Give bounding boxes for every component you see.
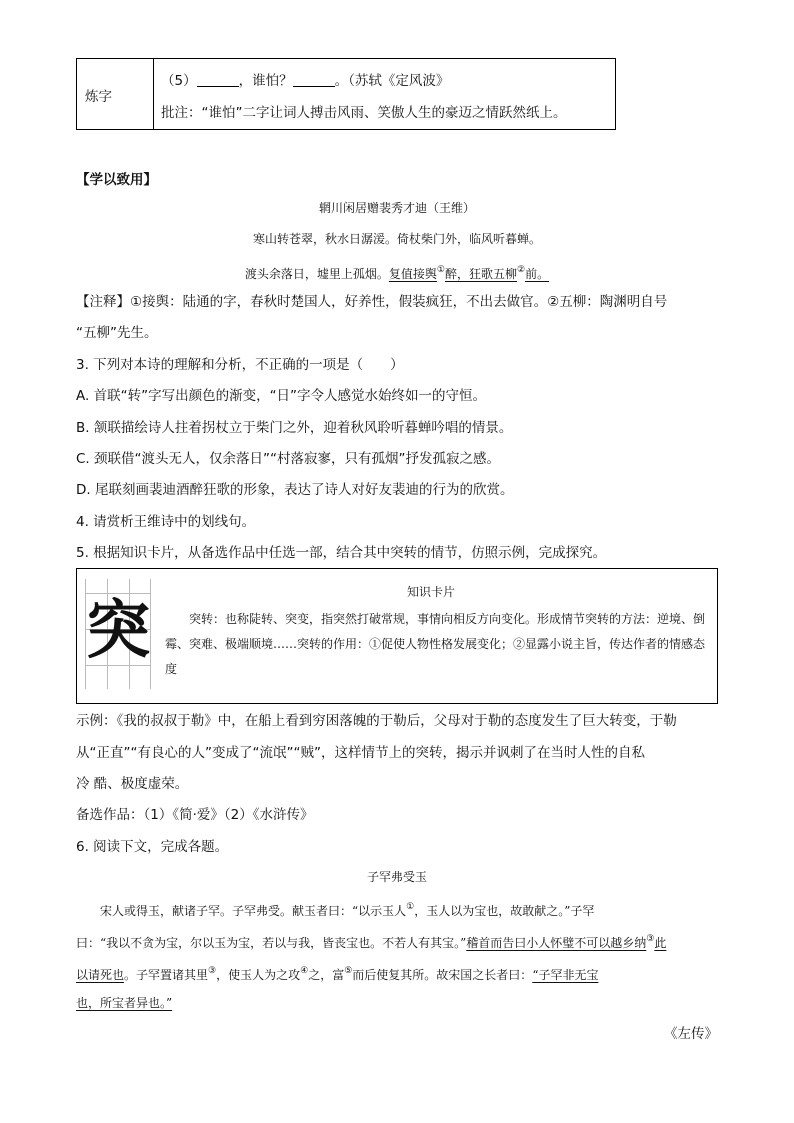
question-6: 6. 阅读下文，完成各题。 [76, 839, 229, 855]
underlined-line-b: 醉，狂歌五柳 [445, 267, 518, 281]
prose-source: 《左传》 [664, 1026, 718, 1042]
prose-line-2 [76, 930, 666, 952]
question-4: 4. 请赏析王维诗中的划线句。 [76, 514, 256, 530]
prose-l3-b: ，使玉人为之攻 [216, 968, 301, 982]
row1-mid: ，谁怕？ [238, 73, 293, 89]
example-line-1: 示例：《我的叔叔于勒》中，在船上看到穷困落魄的于勒后，父母对于勒的态度发生了巨大转变，于勒 [76, 713, 677, 729]
prose-l4-underlined: 也，所宝者异也。” [76, 996, 173, 1010]
poem-line-2 [0, 261, 794, 283]
fill-blank-row [161, 69, 449, 89]
example-line-2: 从“正直”“有良心的人”变成了“流氓”“贼”，这样情节上的突转，揭示并讽刺了在当时人性的自私 [76, 745, 645, 761]
prose-l1-a: 宋人或得玉，献诸子罕。子罕弗受。献玉者曰：“以示玉人 [100, 904, 407, 918]
table-label: 炼字 [85, 89, 112, 105]
annotation-table [76, 58, 616, 130]
knowledge-card [76, 568, 718, 704]
poem-title: 辋川闲居赠裴秀才迪（王维） [318, 201, 475, 215]
card-character: 突 [86, 593, 150, 668]
poem-line-2-plain: 渡头余落日，墟里上孤烟。 [244, 267, 389, 281]
poem-line-1: 寒山转苍翠，秋水日潺湲。倚杖柴门外，临风听暮蝉。 [252, 232, 541, 246]
prose-line-1 [100, 898, 594, 920]
prose-note-2: ③ [646, 934, 655, 944]
prose-title: 子罕弗受玉 [366, 870, 427, 884]
character-grid [85, 579, 151, 689]
question-3-option-d[interactable]: D. 尾联刻画裴迪酒醉狂歌的形象，表达了诗人对好友裴迪的行为的欣赏。 [76, 482, 514, 498]
annotation-row: 批注：“谁怕”二字让词人搏击风雨、笑傲人生的豪迈之情跃然纸上。 [161, 105, 567, 121]
notes-line-2: “五柳”先生。 [76, 325, 158, 341]
card-title: 知识卡片 [407, 585, 456, 599]
prose-l2-underlined-2: 此 [654, 936, 667, 950]
prose-l2-underlined: 稽首而告曰小人怀璧不可以越乡纳 [466, 936, 647, 950]
question-3-option-b[interactable]: B. 颔联描绘诗人拄着拐杖立于柴门之外，迎着秋风聆听暮蝉吟唱的情景。 [76, 420, 513, 436]
note-marker-1: ① [436, 265, 445, 275]
question-3-option-c[interactable]: C. 颈联借“渡头无人，仅余落日”“村落寂寥，只有孤烟”抒发孤寂之感。 [76, 451, 500, 467]
prose-note-1: ① [406, 902, 415, 912]
underlined-line-c: 前。 [525, 267, 550, 281]
prose-l3-underlined-2: “子罕非无宝 [532, 968, 599, 982]
prose-l3-d: 而后使复其所。故宋国之长者曰： [352, 968, 533, 982]
answer-blank-1[interactable] [197, 72, 239, 87]
question-3-option-a[interactable]: A. 首联“转”字写出颜色的渐变，“日”字令人感觉水始终如一的守恒。 [76, 388, 487, 404]
notes-line-1: 【注释】①接舆：陆通的字，春秋时楚国人，好养性，假装疯狂，不出去做官。②五柳：陶渊明自号 [76, 294, 668, 310]
answer-blank-2[interactable] [293, 72, 335, 87]
prose-line-4 [76, 994, 172, 1012]
prose-line-3 [76, 962, 598, 984]
example-line-3: 冷 酷、极度虚荣。 [76, 776, 189, 792]
question-3-stem: 3. 下列对本诗的理解和分析，不正确的一项是（ ） [76, 357, 404, 373]
card-body: 突转：也称陡转、突变，指突然打破常规，事情向相反方向变化。形成情节突转的方法：逆境、倒霉、突难、极端顺境……突转的作用：①促使人物性格发展变化；②显露小说主旨，传达作者的情感态度 [165, 612, 706, 676]
prose-l3-c: 之，富 [308, 968, 345, 982]
underlined-line-a: 复值接舆 [388, 267, 437, 281]
row1-prefix: （5） [161, 73, 197, 89]
prose-note-5: ⑤ [344, 966, 353, 976]
table-divider [153, 59, 154, 129]
prose-l3-underlined: 以请死也 [76, 968, 125, 982]
prose-note-3: ③ [208, 966, 217, 976]
section-heading: 【学以致用】 [76, 172, 157, 188]
question-5: 5. 根据知识卡片，从备选作品中任选一部，结合其中突转的情节，仿照示例，完成探究。 [76, 545, 607, 561]
prose-l2-a: 曰：“我以不贪为宝，尔以玉为宝，若以与我，皆丧宝也。不若人有其宝。” [76, 936, 467, 950]
prose-note-4: ④ [300, 966, 309, 976]
prose-l1-b: ，玉人以为宝也，故敢献之。”子罕 [414, 904, 595, 918]
row1-suffix: 。（苏轼《定风波》 [334, 73, 450, 89]
options-line: 备选作品：（1）《简·爱》（2）《水浒传》 [76, 807, 314, 823]
prose-l3-a: 。子罕置诸其里 [124, 968, 209, 982]
note-marker-2: ② [517, 265, 526, 275]
